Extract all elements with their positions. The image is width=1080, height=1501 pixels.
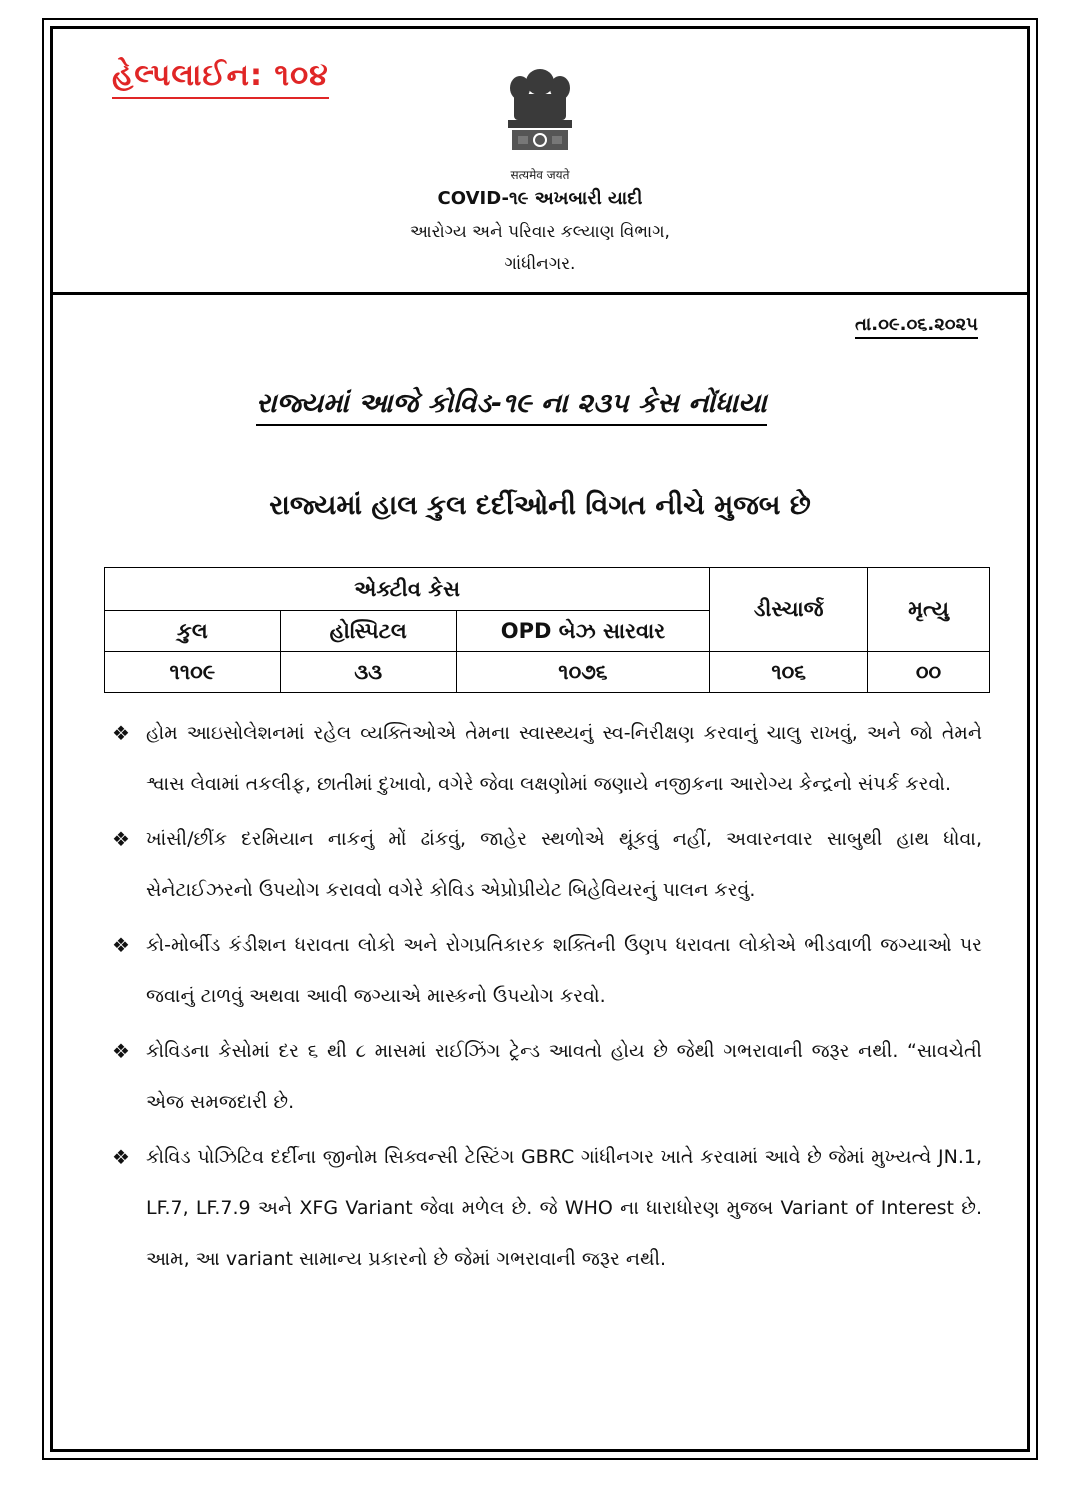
diamond-bullet-icon: ❖ (112, 933, 130, 957)
helpline-number: હેલ્પલાઈન: ૧૦૪ (112, 58, 329, 99)
hospital-header: હોસ્પિટલ (280, 611, 456, 652)
advisory-text: કોવિડ પોઝિટિવ દર્દીના જીનોમ સિક્વન્સી ટેસ્ટિંગ GBRC ગાંધીનગર ખાતે કરવામાં આવે છે જેમાં મુખ્યત્વે JN.1, LF.7, LF.7.9 અને XFG Variant જેવા મળેલ છે. જે WHO ના ધારાધોરણ મુજબ Variant of Interest છે. આમ, આ variant સામાન્ય પ્રકારનો છે જેમાં ગભરાવાની જરૂર નથી. (146, 1146, 982, 1270)
total-header: કુલ (105, 611, 281, 652)
city-name: ગાંધીનગર. (504, 254, 576, 274)
advisory-text: હોમ આઇસોલેશનમાં રહેલ વ્યક્તિઓએ તેમના સ્વાસ્થ્યનું સ્વ-નિરીક્ષણ કરવાનું ચાલુ રાખવું, અને જો તેમને શ્વાસ લેવામાં તકલીફ, છાતીમાં દુખાવો, વગેરે જેવા લક્ષણોમાં જણાયે નજીકના આરોગ્ય કેન્દ્રનો સંપર્ક કરવો. (146, 722, 982, 795)
national-emblem-icon (492, 60, 588, 164)
subheading: રાજ્યમાં હાલ કુલ દર્દીઓની વિગત નીચે મુજબ છે (269, 490, 811, 521)
headline: રાજ્યમાં આજે કોવિડ-૧૯ ના ૨૩૫ કેસ નોંધાયા (256, 388, 767, 426)
list-item (112, 1026, 982, 1128)
discharge-value: ૧૦૬ (710, 652, 868, 693)
list-item (112, 1132, 982, 1285)
advisory-text: ખાંસી/છીંક દરમિયાન નાકનું મોં ઢાંકવું, જાહેર સ્થળોએ થૂંકવું નહીં, અવારનવાર સાબુથી હાથ ધોવા, સેનેટાઈઝરનો ઉપયોગ કરાવવો વગેરે કોવિડ એપ્રોપ્રીયેટ બિહેવિયરનું પાલન કરવું. (146, 828, 982, 901)
opd-value: ૧૦૭૬ (456, 652, 710, 693)
opd-header: OPD બેઝ સારવાર (456, 611, 710, 652)
diamond-bullet-icon: ❖ (112, 1145, 130, 1169)
list-item (112, 708, 982, 810)
active-cases-header: એક્ટીવ કેસ (105, 568, 710, 611)
department-name: આરોગ્ય અને પરિવાર કલ્યાણ વિભાગ, (410, 222, 670, 242)
total-value: ૧૧૦૯ (105, 652, 281, 693)
advisory-text: કોવિડના કેસોમાં દર ૬ થી ૮ માસમાં રાઈઝિંગ ટ્રેન્ડ આવતો હોય છે જેથી ગભરાવાની જરૂર નથી. “સાવચેતી એજ સમજદારી છે. (146, 1040, 982, 1113)
release-date: તા.૦૯.૦૬.૨૦૨૫ (855, 314, 978, 339)
discharge-header: ડીસ્ચાર્જ (710, 568, 868, 652)
case-summary-table (104, 567, 990, 693)
death-header: મૃત્યુ (868, 568, 990, 652)
advisory-list (112, 708, 982, 1289)
header-divider (52, 292, 1028, 295)
hospital-value: ૩૩ (280, 652, 456, 693)
emblem-motto: सत्यमेव जयते (510, 168, 570, 182)
advisory-text: કો-મોર્બીડ કંડીશન ધરાવતા લોકો અને રોગપ્રતિકારક શક્તિની ઉણપ ધરાવતા લોકોએ ભીડવાળી જગ્યાઓ પર જવાનું ટાળવું અથવા આવી જગ્યાએ માસ્કનો ઉપયોગ કરવો. (146, 934, 982, 1007)
list-item (112, 814, 982, 916)
diamond-bullet-icon: ❖ (112, 827, 130, 851)
diamond-bullet-icon: ❖ (112, 1039, 130, 1063)
death-value: ૦૦ (868, 652, 990, 693)
list-item (112, 920, 982, 1022)
press-release-title: COVID-૧૯ અખબારી યાદી (437, 188, 643, 209)
diamond-bullet-icon: ❖ (112, 721, 130, 745)
